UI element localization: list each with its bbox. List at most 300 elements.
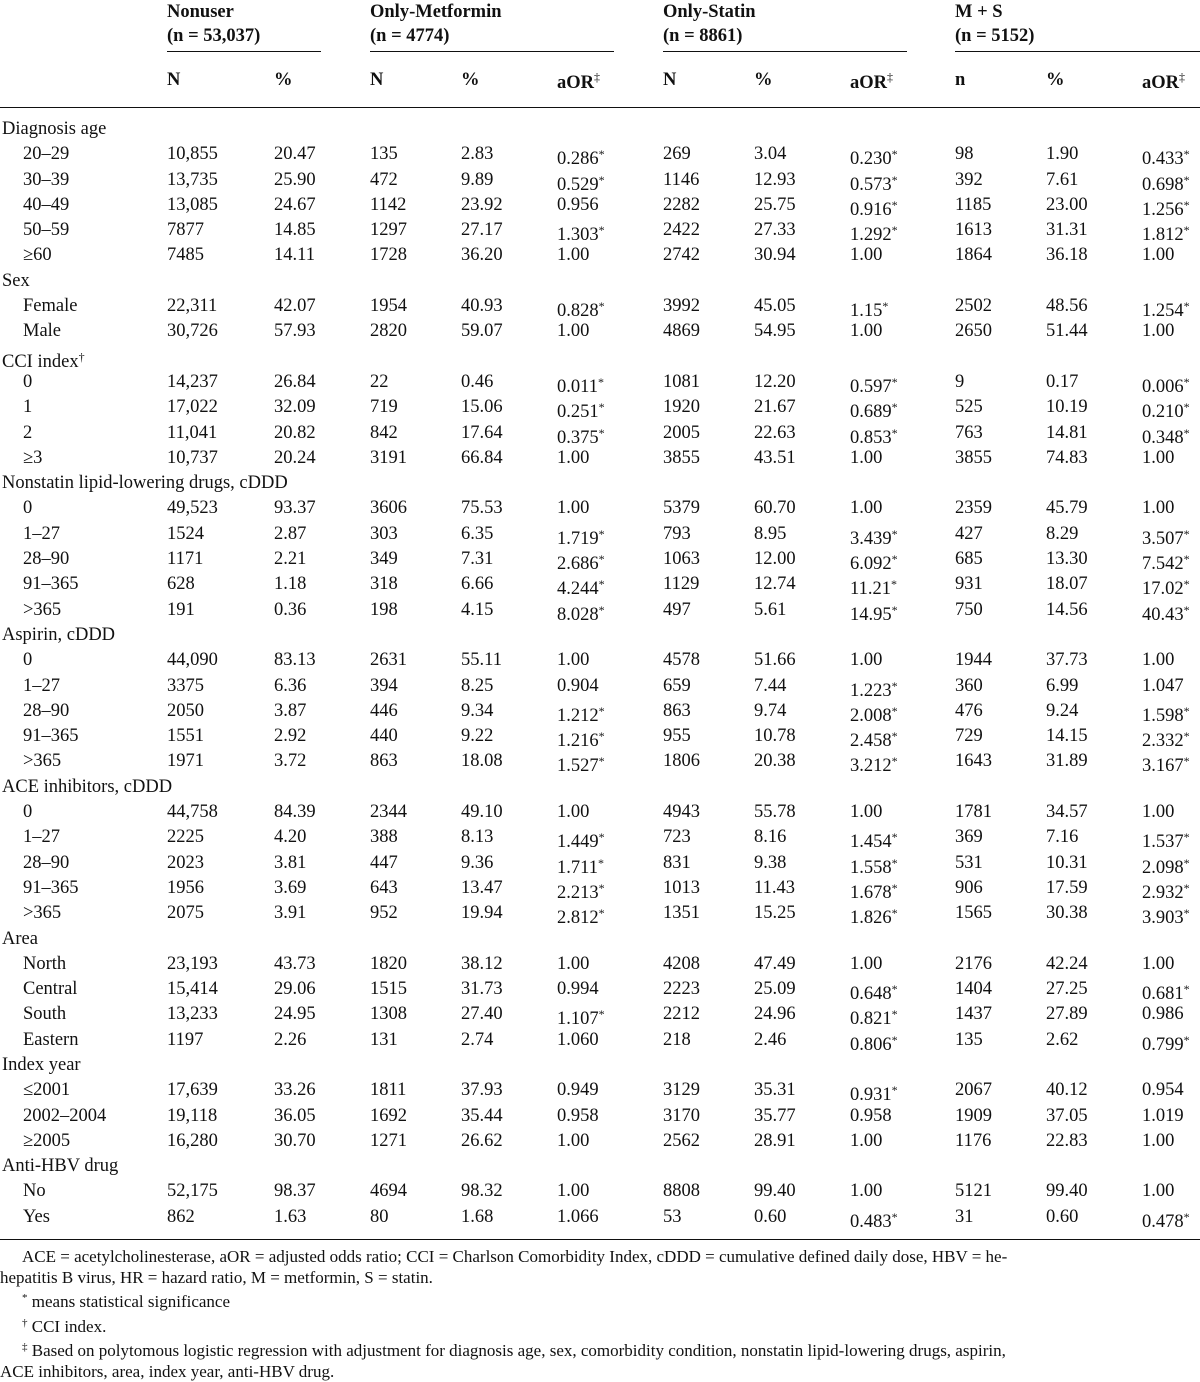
table-cell — [1142, 853, 1190, 878]
table-cell: 49,523 — [167, 498, 218, 519]
significance-mark: * — [597, 374, 604, 389]
table-cell: 31.89 — [1046, 751, 1088, 772]
cell-value: 8.028 — [557, 604, 599, 625]
table-row — [0, 951, 1200, 976]
table-cell: 369 — [955, 827, 983, 848]
table-cell: 0.958 — [557, 1105, 599, 1126]
cell-value: 2.932 — [1142, 882, 1184, 903]
table-cell — [850, 701, 898, 726]
section-row — [0, 344, 1200, 372]
footnote-mark: * — [22, 1292, 28, 1304]
group-name: Nonuser — [167, 2, 234, 22]
section-row — [0, 1153, 1200, 1178]
cell-value: 3.439 — [850, 528, 892, 549]
table-cell: 7485 — [167, 245, 204, 266]
significance-mark: * — [598, 830, 605, 845]
table-cell: 447 — [370, 852, 398, 873]
table-cell: 38.12 — [461, 953, 503, 974]
row-label: Female — [23, 296, 78, 317]
table-cell: 2422 — [663, 220, 700, 241]
table-row — [0, 799, 1200, 824]
table-cell: 84.39 — [274, 802, 316, 823]
table-cell: 2223 — [663, 979, 700, 1000]
table-cell: 952 — [370, 903, 398, 924]
section-row — [0, 116, 1200, 141]
row-label: 2002–2004 — [23, 1105, 107, 1126]
table-cell — [1142, 1030, 1190, 1055]
table-cell — [1142, 296, 1190, 321]
cell-value: 2.458 — [850, 731, 892, 752]
table-cell: 15,414 — [167, 979, 218, 1000]
table-cell: 35.77 — [754, 1105, 796, 1126]
table-cell — [1142, 726, 1190, 751]
table-cell: 0.994 — [557, 979, 599, 1000]
cell-value: 1.537 — [1142, 832, 1184, 853]
table-cell: 1171 — [167, 549, 204, 570]
row-label: 91–365 — [23, 574, 79, 595]
table-cell: 723 — [663, 827, 691, 848]
table-cell: 0.60 — [1046, 1206, 1079, 1227]
row-label: South — [23, 1004, 67, 1025]
table-cell — [557, 1004, 605, 1029]
col-header-aor — [1142, 70, 1185, 94]
significance-mark: * — [1183, 223, 1190, 238]
table-cell — [850, 423, 898, 448]
table-cell: 1.019 — [1142, 1105, 1184, 1126]
cell-value: 6.092 — [850, 554, 892, 575]
table-cell: 931 — [955, 574, 983, 595]
col-header-pct: % — [1046, 70, 1065, 90]
table-cell — [850, 372, 898, 397]
table-cell: 0.986 — [1142, 1004, 1184, 1025]
table-row — [0, 1178, 1200, 1203]
table-cell — [1142, 878, 1190, 903]
table-cell: 1.00 — [1142, 1181, 1175, 1202]
table-cell: 1063 — [663, 549, 700, 570]
table-cell: 906 — [955, 877, 983, 898]
section-label — [2, 625, 115, 645]
table-cell: 3.72 — [274, 751, 307, 772]
table-cell: 863 — [663, 700, 691, 721]
table-cell: 2562 — [663, 1130, 700, 1151]
row-label: 20–29 — [23, 144, 70, 165]
significance-mark: * — [891, 552, 898, 567]
significance-mark: * — [598, 147, 605, 162]
table-cell: 1.00 — [557, 650, 590, 671]
cell-value: 40.43 — [1142, 604, 1184, 625]
table-cell: 11,041 — [167, 422, 218, 443]
table-cell: 7877 — [167, 220, 204, 241]
table-cell: 1565 — [955, 903, 992, 924]
table-cell: 394 — [370, 675, 398, 696]
significance-mark: * — [598, 577, 605, 592]
table-cell: 1271 — [370, 1130, 407, 1151]
table-cell — [1142, 903, 1190, 928]
table-cell: 40.93 — [461, 296, 503, 317]
group-rule — [167, 51, 321, 52]
table-cell: 628 — [167, 574, 195, 595]
table-cell: 8.16 — [754, 827, 787, 848]
table-cell: 2742 — [663, 245, 700, 266]
table-cell: 1142 — [370, 194, 407, 215]
table-cell: 37.93 — [461, 1080, 503, 1101]
table-cell — [850, 220, 898, 245]
table-cell — [557, 372, 604, 397]
cell-value: 0.931 — [850, 1085, 892, 1106]
table-cell: 1.00 — [557, 1130, 590, 1151]
table-cell: 12.74 — [754, 574, 796, 595]
cell-value: 1.598 — [1142, 705, 1184, 726]
significance-mark: * — [1183, 299, 1190, 314]
footnote-regression — [0, 1337, 1200, 1362]
table-cell: 57.93 — [274, 321, 316, 342]
cell-value: 3.507 — [1142, 528, 1184, 549]
table-cell: 1.00 — [850, 1181, 883, 1202]
cell-value: 0.483 — [850, 1211, 892, 1232]
row-label: ≥3 — [23, 447, 43, 468]
table-row — [0, 850, 1200, 878]
table-cell: 0.954 — [1142, 1080, 1184, 1101]
table-cell: 3.81 — [274, 852, 307, 873]
table-cell: 12.93 — [754, 169, 796, 190]
significance-mark: * — [1183, 729, 1190, 744]
table-row — [0, 1001, 1200, 1030]
table-cell: 135 — [955, 1029, 983, 1050]
significance-mark: * — [1183, 880, 1190, 895]
table-cell: 1.00 — [1142, 498, 1175, 519]
table-cell — [850, 170, 898, 195]
table-cell: 54.95 — [754, 321, 796, 342]
cell-value: 1.711 — [557, 857, 598, 878]
table-cell: 1.00 — [850, 802, 883, 823]
table-cell: 45.05 — [754, 296, 796, 317]
table-row — [0, 597, 1200, 625]
table-cell — [1142, 524, 1190, 549]
table-cell — [850, 549, 898, 574]
table-cell: 9.38 — [754, 852, 787, 873]
table-cell: 83.13 — [274, 650, 316, 671]
table-cell: 446 — [370, 700, 398, 721]
table-cell: 472 — [370, 169, 398, 190]
table-cell: 4869 — [663, 321, 700, 342]
table-cell: 10.31 — [1046, 852, 1088, 873]
table-cell: 2075 — [167, 903, 204, 924]
aor-footnote-mark: ‡ — [594, 70, 600, 84]
table-cell — [1142, 423, 1190, 448]
table-cell: 1.18 — [274, 574, 307, 595]
table-cell: 1404 — [955, 979, 992, 1000]
section-label-text: Anti-HBV drug — [2, 1156, 119, 1177]
cell-value: 1.812 — [1142, 225, 1184, 246]
significance-mark: * — [598, 299, 605, 314]
table-cell: 9 — [955, 371, 965, 392]
table-row — [0, 875, 1200, 903]
table-cell: 35.31 — [754, 1080, 796, 1101]
section-label — [2, 1156, 118, 1176]
table-cell: 1129 — [663, 574, 700, 595]
cell-value: 1.303 — [557, 225, 599, 246]
table-cell: 3129 — [663, 1080, 700, 1101]
table-cell: 19,118 — [167, 1105, 218, 1126]
table-cell: 27.40 — [461, 1004, 503, 1025]
table-cell: 1971 — [167, 751, 204, 772]
cell-value: 1.107 — [557, 1009, 599, 1030]
table-cell: 3170 — [663, 1105, 700, 1126]
significance-mark: * — [1183, 1032, 1190, 1047]
table-cell: 135 — [370, 144, 398, 165]
row-label: ≥60 — [23, 245, 52, 266]
table-cell: 191 — [167, 599, 195, 620]
cell-value: 2.008 — [850, 705, 892, 726]
table-cell: 1.00 — [557, 321, 590, 342]
group-rule — [663, 51, 907, 52]
table-cell: 23.00 — [1046, 194, 1088, 215]
table-cell: 45.79 — [1046, 498, 1088, 519]
significance-mark: * — [890, 577, 897, 592]
table-cell: 49.10 — [461, 802, 503, 823]
table-row — [0, 445, 1200, 470]
cell-value: 1.454 — [850, 832, 892, 853]
table-cell: 35.44 — [461, 1105, 503, 1126]
table-cell: 729 — [955, 726, 983, 747]
table-cell: 17,639 — [167, 1080, 218, 1101]
cell-value: 1.558 — [850, 857, 892, 878]
table-cell: 218 — [663, 1029, 691, 1050]
section-label — [2, 271, 30, 291]
section-label-text: Aspirin, cDDD — [2, 624, 116, 645]
cell-value: 1.292 — [850, 225, 892, 246]
row-label: Central — [23, 979, 78, 1000]
cell-value: 14.95 — [850, 604, 892, 625]
table-cell: 2050 — [167, 700, 204, 721]
table-cell: 0.60 — [754, 1206, 787, 1227]
table-cell: 1.68 — [461, 1206, 494, 1227]
table-cell: 1.00 — [557, 1181, 590, 1202]
row-label: 0 — [23, 802, 33, 823]
significance-mark: * — [891, 880, 898, 895]
cell-value: 1.256 — [1142, 199, 1184, 220]
significance-mark: * — [891, 147, 898, 162]
table-cell — [557, 853, 604, 878]
group-name: Only-Metformin — [370, 2, 502, 22]
group-header-only-metformin — [370, 0, 502, 48]
significance-mark: * — [891, 172, 898, 187]
row-label: ≤2001 — [23, 1080, 71, 1101]
table-cell: 9.34 — [461, 700, 494, 721]
table-cell — [850, 853, 898, 878]
table-row — [0, 167, 1200, 195]
table-row — [0, 546, 1200, 575]
table-cell — [850, 296, 888, 321]
table-cell — [557, 574, 605, 599]
table-cell: 24.67 — [274, 194, 316, 215]
table-cell: 9.22 — [461, 726, 494, 747]
cell-value: 0.573 — [850, 174, 892, 195]
table-cell: 763 — [955, 422, 983, 443]
row-label: 40–49 — [23, 194, 70, 215]
table-cell: 8.13 — [461, 827, 494, 848]
table-cell: 22.83 — [1046, 1130, 1088, 1151]
table-cell: 5.61 — [754, 599, 787, 620]
cell-value: 0.251 — [557, 402, 599, 423]
table-cell: 20.38 — [754, 751, 796, 772]
table-cell — [557, 220, 605, 245]
table-cell: 1.00 — [850, 498, 883, 519]
cell-value: 2.332 — [1142, 731, 1184, 752]
table-cell — [557, 600, 605, 625]
table-cell — [1142, 701, 1190, 726]
cell-value: 1.216 — [557, 731, 599, 752]
table-cell: 719 — [370, 397, 398, 418]
table-cell: 6.35 — [461, 523, 494, 544]
table-cell — [1142, 170, 1190, 195]
table-cell: 60.70 — [754, 498, 796, 519]
table-cell — [557, 423, 605, 448]
table-cell: 80 — [370, 1206, 389, 1227]
table-cell: 1.00 — [850, 321, 883, 342]
significance-mark: * — [598, 602, 605, 617]
table-cell — [557, 701, 605, 726]
table-cell: 1781 — [955, 802, 992, 823]
table-cell: 36.18 — [1046, 245, 1088, 266]
table-cell: 30.70 — [274, 1130, 316, 1151]
cell-value: 3.903 — [1142, 908, 1184, 929]
aor-label: aOR — [850, 73, 887, 93]
table-cell: 2.83 — [461, 144, 494, 165]
table-cell: 13.47 — [461, 877, 503, 898]
table-cell — [850, 574, 897, 599]
cell-value: 2.686 — [557, 554, 599, 575]
footnote-abbreviations-cont: hepatitis B virus, HR = hazard ratio, M = metformin, S = statin. — [0, 1267, 433, 1287]
table-cell: 303 — [370, 523, 398, 544]
table-cell: 32.09 — [274, 397, 316, 418]
table-cell: 2005 — [663, 422, 700, 443]
table-cell: 4.15 — [461, 599, 494, 620]
cell-value: 0.348 — [1142, 427, 1184, 448]
table-cell: 1.047 — [1142, 675, 1184, 696]
table-cell: 55.11 — [461, 650, 502, 671]
table-cell: 643 — [370, 877, 398, 898]
significance-mark: * — [891, 1083, 898, 1098]
table-cell: 15.06 — [461, 397, 503, 418]
significance-mark: * — [891, 1209, 898, 1224]
row-label: 30–39 — [23, 169, 70, 190]
cell-value: 3.212 — [850, 756, 892, 777]
significance-mark: * — [1183, 526, 1190, 541]
table-cell: 3.91 — [274, 903, 307, 924]
table-cell: 20.24 — [274, 447, 316, 468]
table-cell: 66.84 — [461, 447, 503, 468]
significance-mark: * — [1183, 1209, 1190, 1224]
footnote-mark: † — [22, 1316, 28, 1329]
table-cell: 24.95 — [274, 1004, 316, 1025]
group-header-only-statin — [663, 0, 756, 48]
table-cell: 6.66 — [461, 574, 494, 595]
table-cell: 349 — [370, 549, 398, 570]
table-cell: 1692 — [370, 1105, 407, 1126]
cell-value: 11.21 — [850, 579, 891, 600]
table-cell: 22.63 — [754, 422, 796, 443]
significance-mark: * — [891, 906, 898, 921]
table-cell: 2820 — [370, 321, 407, 342]
table-cell: 1.066 — [557, 1206, 599, 1227]
cell-value: 1.15 — [850, 301, 883, 322]
aor-label: aOR — [557, 73, 594, 93]
cell-value: 0.799 — [1142, 1034, 1184, 1055]
table-cell: 25.09 — [754, 979, 796, 1000]
table-cell: 43.51 — [754, 447, 796, 468]
table-cell: 3606 — [370, 498, 407, 519]
table-cell: 27.89 — [1046, 1004, 1088, 1025]
table-cell — [850, 903, 898, 928]
table-cell: 659 — [663, 675, 691, 696]
cell-value: 0.689 — [850, 402, 892, 423]
table-cell: 4208 — [663, 953, 700, 974]
cell-value: 0.375 — [557, 427, 599, 448]
significance-mark: * — [891, 678, 898, 693]
table-cell: 6.36 — [274, 675, 307, 696]
table-cell: 48.56 — [1046, 296, 1088, 317]
table-cell: 1.00 — [1142, 953, 1175, 974]
table-cell: 28.91 — [754, 1130, 796, 1151]
table-cell — [850, 726, 898, 751]
table-cell: 12.20 — [754, 371, 796, 392]
significance-mark: * — [891, 729, 898, 744]
significance-mark: * — [1183, 602, 1190, 617]
table-cell: 37.73 — [1046, 650, 1088, 671]
cell-value: 0.698 — [1142, 174, 1184, 195]
table-cell: 2344 — [370, 802, 407, 823]
table-cell: 59.07 — [461, 321, 503, 342]
table-cell: 2.21 — [274, 549, 307, 570]
section-row — [0, 926, 1200, 951]
table-cell: 25.75 — [754, 194, 796, 215]
table-cell: 4694 — [370, 1181, 407, 1202]
table-cell: 2359 — [955, 498, 992, 519]
table-cell: 2.46 — [754, 1029, 787, 1050]
table-cell: 1954 — [370, 296, 407, 317]
table-cell — [557, 144, 605, 169]
table-cell: 1806 — [663, 751, 700, 772]
table-cell: 55.78 — [754, 802, 796, 823]
significance-mark: * — [891, 197, 898, 212]
section-label — [2, 473, 288, 493]
cell-value: 0.433 — [1142, 149, 1184, 170]
table-cell: 1013 — [663, 877, 700, 898]
significance-mark: * — [598, 223, 605, 238]
table-cell: 1437 — [955, 1004, 992, 1025]
significance-mark: * — [891, 1007, 898, 1022]
table-cell: 47.49 — [754, 953, 796, 974]
table-cell: 40.12 — [1046, 1080, 1088, 1101]
cell-value: 0.210 — [1142, 402, 1184, 423]
table-cell: 7.16 — [1046, 827, 1079, 848]
row-label: North — [23, 953, 67, 974]
table-cell: 2.26 — [274, 1029, 307, 1050]
col-header-n: N — [167, 70, 181, 90]
table-cell: 360 — [955, 675, 983, 696]
table-cell: 862 — [167, 1206, 195, 1227]
table-cell: 2650 — [955, 321, 992, 342]
table-cell: 12.00 — [754, 549, 796, 570]
significance-mark: * — [891, 982, 898, 997]
significance-mark: * — [598, 906, 605, 921]
table-cell: 1351 — [663, 903, 700, 924]
significance-mark: * — [598, 1007, 605, 1022]
table-cell — [1142, 397, 1190, 422]
table-cell: 793 — [663, 523, 691, 544]
row-label: 50–59 — [23, 220, 70, 241]
